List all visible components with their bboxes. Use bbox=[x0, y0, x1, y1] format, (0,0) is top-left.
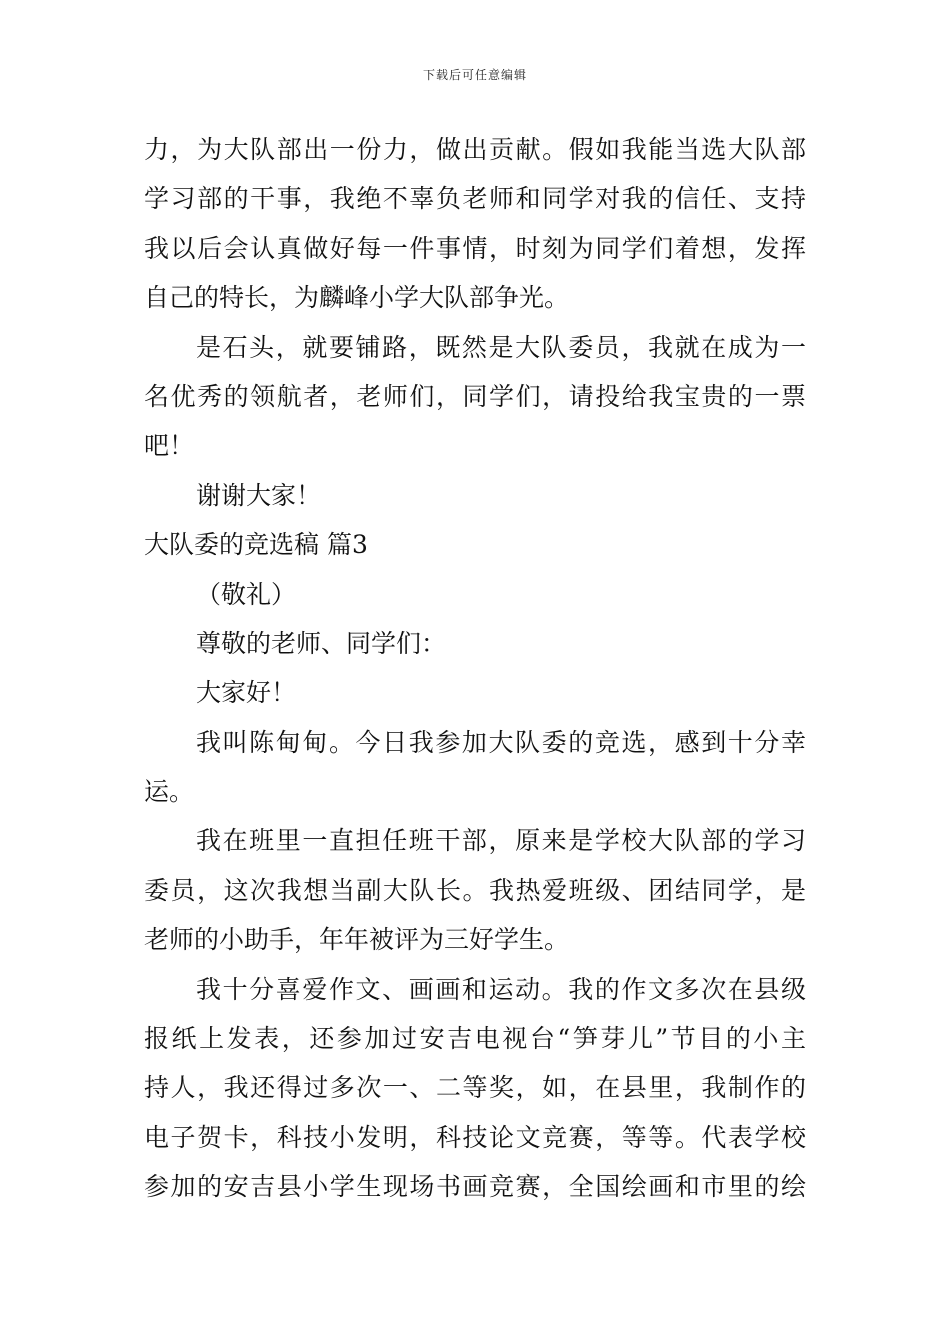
text-line: 我叫陈甸甸。今日我参加大队委的竞选，感到十分幸 bbox=[196, 727, 806, 757]
text-line: 大家好！ bbox=[196, 678, 297, 708]
text-line: 报纸上发表，还参加过安吉电视台“笋芽儿”节目的小主 bbox=[144, 1024, 806, 1054]
text-line: 谢谢大家！ bbox=[196, 480, 322, 510]
text-line: 持人，我还得过多次一、二等奖，如，在县里，我制作的 bbox=[144, 1073, 806, 1103]
text-line: 力，为大队部出一份力，做出贡献。假如我能当选大队部 bbox=[144, 135, 806, 164]
section-heading: 大队委的竞选稿 篇3 bbox=[144, 530, 368, 560]
text-line: 老师的小助手，年年被评为三好学生。 bbox=[144, 925, 570, 955]
text-line: 尊敬的老师、同学们： bbox=[196, 628, 447, 658]
text-line: 学习部的干事，我绝不辜负老师和同学对我的信任、支持 bbox=[144, 184, 806, 214]
text-line: 运。 bbox=[144, 777, 195, 807]
text-line: 委员，这次我想当副大队长。我热爱班级、团结同学，是 bbox=[144, 875, 806, 905]
text-line: 我十分喜爱作文、画画和运动。我的作文多次在县级 bbox=[196, 974, 806, 1004]
text-line: 参加的安吉县小学生现场书画竞赛，全国绘画和市里的绘 bbox=[144, 1172, 806, 1202]
text-line: 我在班里一直担任班干部，原来是学校大队部的学习 bbox=[196, 826, 806, 856]
document-body bbox=[144, 125, 806, 1212]
text-line: 名优秀的领航者，老师们，同学们，请投给我宝贵的一票 bbox=[144, 381, 806, 411]
text-line: （敬礼） bbox=[196, 579, 297, 609]
text-line: 电子贺卡，科技小发明，科技论文竞赛，等等。代表学校 bbox=[144, 1122, 806, 1152]
text-line: 自己的特长，为麟峰小学大队部争光。 bbox=[144, 283, 570, 313]
text-line: 是石头，就要铺路，既然是大队委员，我就在成为一 bbox=[196, 332, 806, 362]
text-line: 我以后会认真做好每一件事情，时刻为同学们着想，发挥 bbox=[144, 233, 806, 263]
page-header-note: 下载后可任意编辑 bbox=[422, 68, 527, 82]
text-line: 吧！ bbox=[144, 431, 195, 461]
